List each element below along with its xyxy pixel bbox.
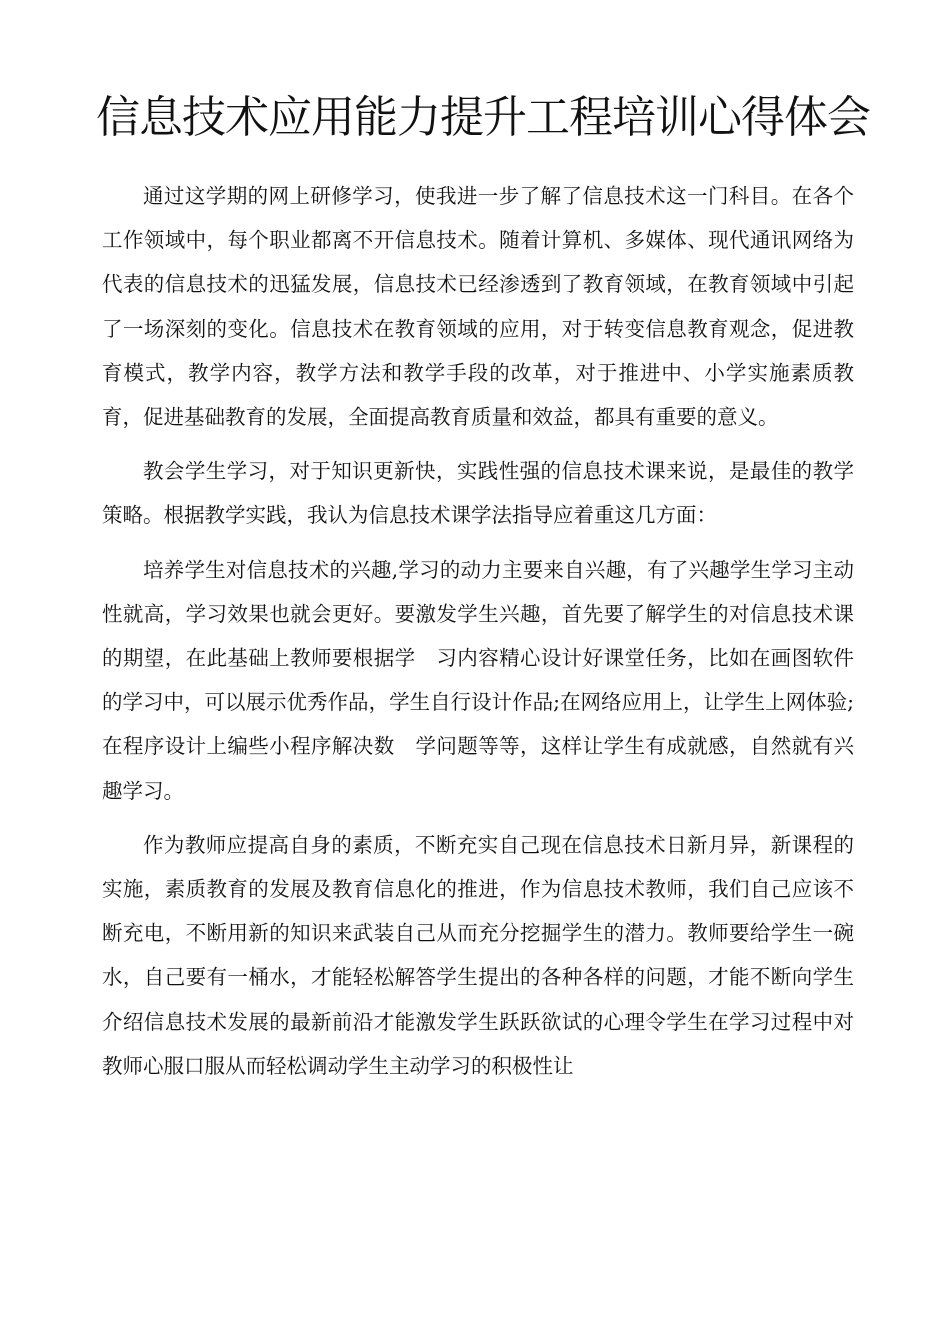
paragraph-1: 通过这学期的网上研修学习，使我进一步了解了信息技术这一门科目。在各个工作领域中，每个职业都离不开信息技术。随着计算机、多媒体、现代通讯网络为代表的信息技术的迅猛发展，信息技术已经渗透到了教育领域，在教育领域中引起了一场深刻的变化。信息技术在教育领域的应用，对于转变信息教育观念，促进教育模式，教学内容，教学方法和教学手段的改革，对于推进中、小学实施素质教育，促进基础教育的发展，全面提高教育质量和效益，都具有重要的意义。 — [102, 184, 854, 430]
paragraph-2: 教会学生学习，对于知识更新快，实践性强的信息技术课来说，是最佳的教学策略。根据教学实践，我认为信息技术课学法指导应着重这几方面： — [102, 459, 854, 528]
document-body — [102, 174, 854, 1098]
document-title: 信息技术应用能力提升工程培训心得体会 — [96, 92, 870, 143]
paragraph-3: 培养学生对信息技术的兴趣,学习的动力主要来自兴趣，有了兴趣学生学习主动性就高，学习效果也就会更好。要激发学生兴趣，首先要了解学生的对信息技术课的期望，在此基础上教师要根据学 习内容精心设计好课堂任务，比如在画图软件的学习中，可以展示优秀作品，学生自行设计作品;在网络应用上，让学生上网体验;在程序设计上编些小程序解决数 学问题等等，这样让学生有成就感，自然就有兴趣学习。 — [102, 557, 854, 803]
paragraph-4: 作为教师应提高自身的素质，不断充实自己现在信息技术日新月异，新课程的实施，素质教育的发展及教育信息化的推进，作为信息技术教师，我们自己应该不断充电，不断用新的知识来武装自己从而充分挖掘学生的潜力。教师要给学生一碗水，自己要有一桶水，才能轻松解答学生提出的各种各样的问题，才能不断向学生介绍信息技术发展的最新前沿才能激发学生跃跃欲试的心理令学生在学习过程中对教师心服口服从而轻松调动学生主动学习的积极性让 — [102, 832, 854, 1078]
